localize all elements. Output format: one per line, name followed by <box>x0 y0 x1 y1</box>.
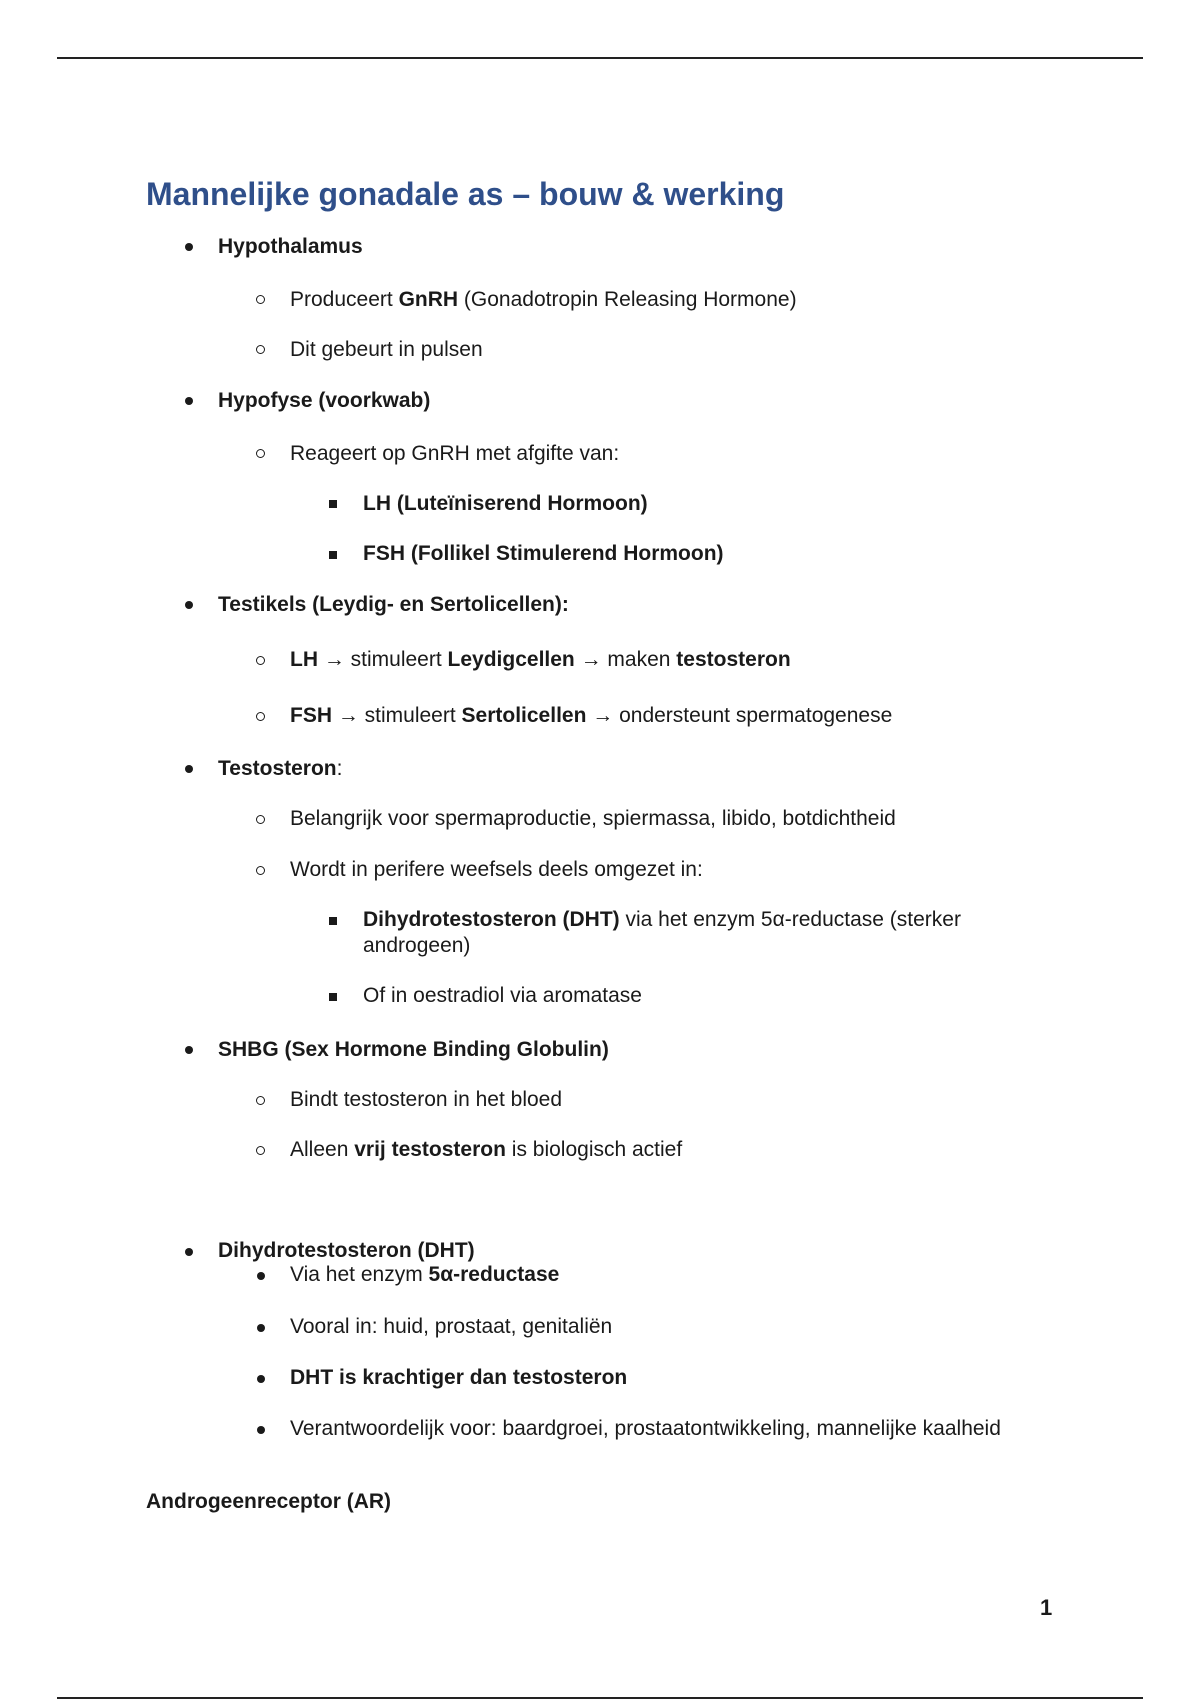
bullet-icon <box>185 601 193 609</box>
bullet-icon <box>185 765 193 773</box>
section-hypothalamus: Hypothalamus <box>218 235 363 258</box>
bullet-icon <box>185 397 193 405</box>
circle-bullet-icon <box>256 815 265 824</box>
page-number: 1 <box>1040 1595 1053 1620</box>
bullet-icon <box>257 1426 265 1434</box>
list-item: Bindt testosteron in het bloed <box>290 1088 563 1111</box>
square-bullet-icon <box>329 917 337 925</box>
square-bullet-icon <box>329 500 337 508</box>
section-testikels: Testikels (Leydig- en Sertolicellen): <box>218 593 569 616</box>
bullet-icon <box>257 1324 265 1332</box>
page-title: Mannelijke gonadale as – bouw & werking <box>146 176 785 212</box>
list-item: Wordt in perifere weefsels deels omgezet in: <box>290 858 703 881</box>
circle-bullet-icon <box>256 449 265 458</box>
square-bullet-icon <box>329 551 337 559</box>
bottom-rule <box>57 1697 1143 1699</box>
list-item: Dihydrotestosteron (DHT) via het enzym 5α-reductase (sterker androgeen) <box>363 908 961 957</box>
circle-bullet-icon <box>256 866 265 875</box>
list-item: Belangrijk voor spermaproductie, spiermassa, libido, botdichtheid <box>290 807 896 830</box>
bullet-icon <box>185 1248 193 1256</box>
circle-bullet-icon <box>256 345 265 354</box>
list-item: FSH (Follikel Stimulerend Hormoon) <box>363 542 724 565</box>
list-item: Dit gebeurt in pulsen <box>290 338 483 361</box>
circle-bullet-icon <box>256 712 265 721</box>
list-item: Verantwoordelijk voor: baardgroei, prostaatontwikkeling, mannelijke kaalheid <box>290 1417 1001 1440</box>
bullet-icon <box>185 1046 193 1054</box>
section-heading-androgeenreceptor: Androgeenreceptor (AR) <box>146 1490 392 1513</box>
square-bullet-icon <box>329 993 337 1001</box>
circle-bullet-icon <box>256 295 265 304</box>
circle-bullet-icon <box>256 1146 265 1155</box>
list-item: Reageert op GnRH met afgifte van: <box>290 442 620 465</box>
bullet-icon <box>257 1375 265 1383</box>
bullet-icon <box>185 243 193 251</box>
list-item: Produceert GnRH (Gonadotropin Releasing Hormone) <box>290 288 797 311</box>
list-item: Via het enzym 5α-reductase <box>290 1263 560 1286</box>
list-item: LH → stimuleert Leydigcellen → maken testosteron <box>290 648 791 671</box>
list-item: DHT is krachtiger dan testosteron <box>290 1366 628 1389</box>
section-hypofyse: Hypofyse (voorkwab) <box>218 389 431 412</box>
list-item: LH (Luteïniserend Hormoon) <box>363 492 648 515</box>
bullet-icon <box>257 1272 265 1280</box>
section-testosteron: Testosteron: <box>218 757 343 780</box>
list-item: Of in oestradiol via aromatase <box>363 984 642 1007</box>
circle-bullet-icon <box>256 656 265 665</box>
circle-bullet-icon <box>256 1096 265 1105</box>
list-item: Vooral in: huid, prostaat, genitaliën <box>290 1315 613 1338</box>
section-dht: Dihydrotestosteron (DHT) <box>218 1239 475 1262</box>
list-item: Alleen vrij testosteron is biologisch actief <box>290 1138 683 1161</box>
top-rule <box>57 57 1143 59</box>
list-item: FSH → stimuleert Sertolicellen → ondersteunt spermatogenese <box>290 704 893 727</box>
section-shbg: SHBG (Sex Hormone Binding Globulin) <box>218 1038 609 1061</box>
